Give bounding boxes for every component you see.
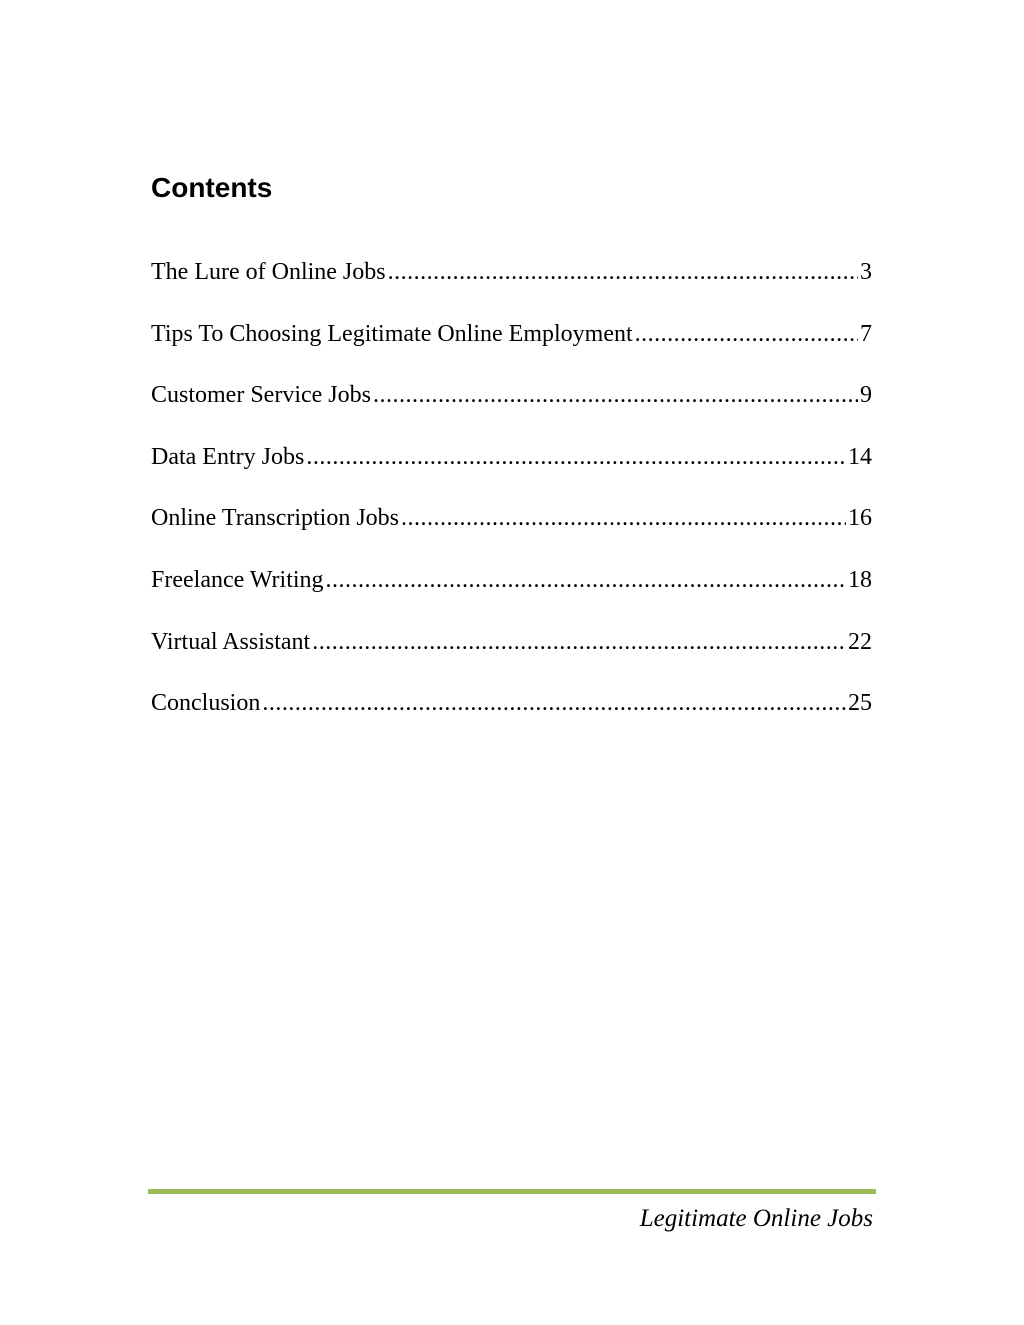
table-of-contents <box>151 255 872 748</box>
toc-entry[interactable] <box>151 255 872 317</box>
toc-dot-leader <box>401 501 846 535</box>
toc-entry-page: 14 <box>848 443 872 470</box>
toc-entry[interactable] <box>151 317 872 379</box>
toc-dot-leader <box>262 686 846 720</box>
toc-entry-page: 25 <box>848 690 872 717</box>
toc-entry[interactable] <box>151 625 872 687</box>
toc-dot-leader <box>312 625 846 659</box>
toc-entry-title: Online Transcription Jobs <box>151 505 400 532</box>
toc-entry[interactable] <box>151 501 872 563</box>
toc-dot-leader <box>388 255 858 289</box>
footer-title: Legitimate Online Jobs <box>639 1205 873 1232</box>
toc-entry-title: Virtual Assistant <box>151 628 311 655</box>
toc-entry-page: 7 <box>860 320 872 347</box>
toc-entry-title: Freelance Writing <box>151 566 324 593</box>
footer-rule <box>148 1189 876 1194</box>
toc-entry[interactable] <box>151 563 872 625</box>
toc-entry-page: 16 <box>848 505 872 532</box>
toc-dot-leader <box>635 317 858 351</box>
toc-entry-title: Data Entry Jobs <box>151 443 305 470</box>
toc-dot-leader <box>306 440 846 474</box>
toc-entry[interactable] <box>151 440 872 502</box>
toc-entry-page: 9 <box>860 382 872 409</box>
toc-entry-page: 3 <box>860 259 872 285</box>
toc-heading: Contents <box>151 172 273 203</box>
toc-entry[interactable] <box>151 686 872 748</box>
toc-entry-title: Tips To Choosing Legitimate Online Employment <box>151 320 633 347</box>
toc-entry-title: The Lure of Online Jobs <box>151 259 386 285</box>
toc-entry-page: 18 <box>848 566 872 593</box>
toc-entry-title: Customer Service Jobs <box>151 382 371 409</box>
toc-entry-page: 22 <box>848 628 872 655</box>
toc-entry[interactable] <box>151 378 872 440</box>
toc-dot-leader <box>373 378 858 412</box>
toc-entry-title: Conclusion <box>151 690 261 717</box>
toc-dot-leader <box>326 563 846 597</box>
